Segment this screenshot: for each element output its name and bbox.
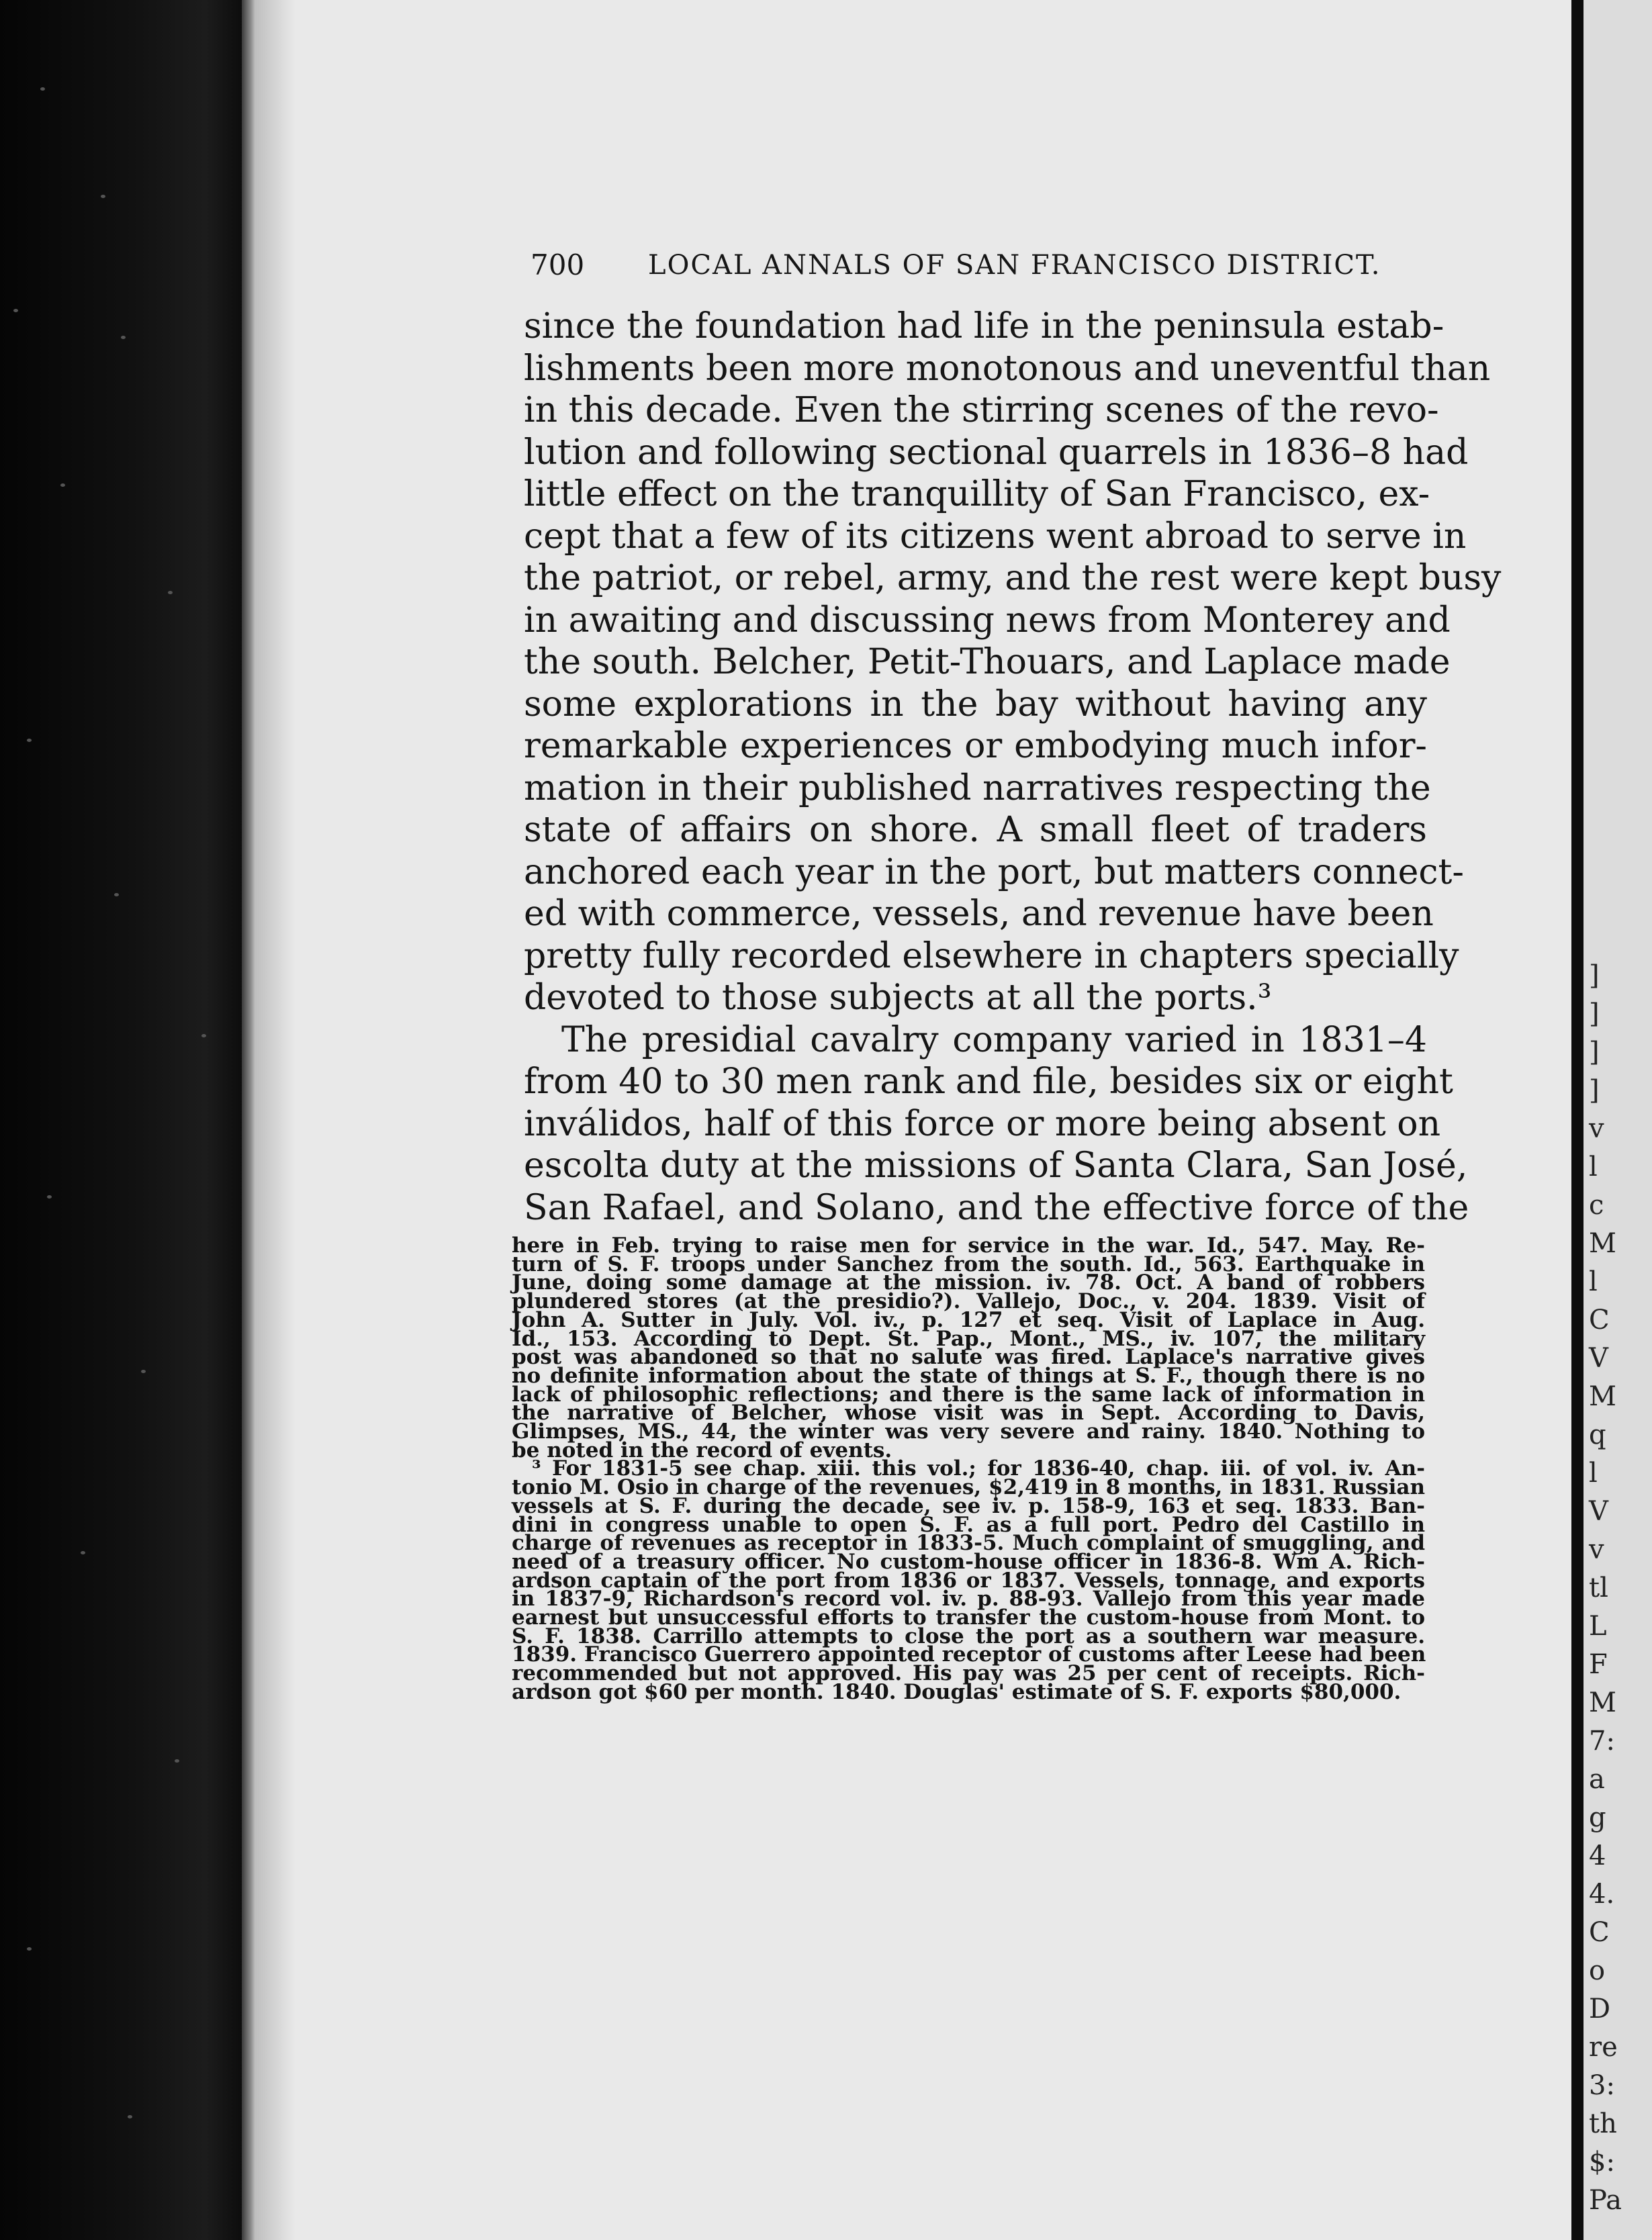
adjacent-page-fragment: C: [1589, 1305, 1610, 1336]
footnote-line: turn of S. F. troops under Sanchez from the south. Id., 563. Earthquake in: [512, 1252, 1425, 1276]
adjacent-page-fragment: v: [1589, 1113, 1604, 1144]
adjacent-page-strip: [1584, 0, 1652, 2240]
adjacent-page-fragment: ]: [1589, 960, 1600, 991]
scan-speck: [114, 893, 119, 896]
page-number: 700: [531, 248, 585, 281]
footnote-line: no definite information about the state of things at S. F., though there is no: [512, 1363, 1425, 1388]
body-line: remarkable experiences or embodying much infor-: [524, 726, 1427, 766]
footnote-line: ardson captain of the port from 1836 or 1837. Vessels, tonnage, and exports: [512, 1568, 1425, 1593]
body-line: in awaiting and discussing news from Monterey and: [524, 600, 1451, 641]
body-line: pretty fully recorded elsewhere in chapters specially: [524, 935, 1459, 976]
body-line: lishments been more monotonous and uneventful than: [524, 348, 1491, 389]
body-line: in this decade. Even the stirring scenes of the revo-: [524, 390, 1439, 430]
scan-speck: [13, 309, 18, 312]
scan-speck: [141, 1370, 146, 1373]
body-line: cept that a few of its citizens went abroad to serve in: [524, 516, 1467, 557]
adjacent-page-fragment: M: [1589, 1381, 1616, 1412]
body-line: little effect on the tranquillity of San Francisco, ex-: [524, 474, 1430, 514]
footnote-line: John A. Sutter in July. Vol. iv., p. 127 et seq. Visit of Laplace in Aug.: [512, 1307, 1425, 1332]
footnote-line: post was abandoned so that no salute was fired. Laplace's narrative gives: [512, 1345, 1425, 1370]
scan-speck: [40, 87, 45, 91]
adjacent-page-fragment: a: [1589, 1764, 1605, 1795]
page-header: [531, 242, 1381, 290]
adjacent-page-fragment: ]: [1589, 998, 1600, 1029]
adjacent-page-fragment: Pa: [1589, 2185, 1622, 2216]
body-line: since the foundation had life in the peninsula estab-: [524, 306, 1444, 346]
adjacent-page-fragment: l: [1589, 1458, 1598, 1489]
adjacent-page-fragment: C: [1589, 1917, 1610, 1948]
body-line: inválidos, half of this force or more being absent on: [524, 1103, 1441, 1144]
scan-speck: [47, 1195, 52, 1199]
footnote-line: plundered stores (at the presidio?). Vallejo, Doc., v. 204. 1839. Visit of: [512, 1289, 1425, 1314]
footnote-line: earnest but unsuccessful efforts to transfer the custom-house from Mont. to: [512, 1605, 1425, 1630]
adjacent-page-fragment: th: [1589, 2108, 1617, 2139]
footnote-line: be noted in the record of events.: [512, 1438, 892, 1462]
footnote-line: in 1837-9, Richardson's record vol. iv. p. 88-93. Vallejo from this year made: [512, 1587, 1425, 1612]
scan-speck: [121, 336, 126, 339]
adjacent-page-fragment: M: [1589, 1228, 1616, 1259]
footnote-line: tonio M. Osio in charge of the revenues, $2,419 in 8 months, in 1831. Russian: [512, 1475, 1425, 1500]
body-line: state of affairs on shore. A small fleet of traders: [524, 810, 1427, 850]
adjacent-page-fragment: g: [1589, 1802, 1606, 1833]
running-head: LOCAL ANNALS OF SAN FRANCISCO DISTRICT.: [648, 250, 1381, 281]
adjacent-page-fragment: o: [1589, 1955, 1606, 1986]
footnote-line: June, doing some damage at the mission. iv. 78. Oct. A band of robbers: [512, 1270, 1425, 1295]
adjacent-page-fragment: ]: [1589, 1037, 1600, 1068]
body-text: [524, 306, 1502, 1229]
footnote-line: S. F. 1838. Carrillo attempts to close the port as a southern war measure.: [512, 1624, 1425, 1648]
page-shadow: [255, 0, 295, 2240]
body-line: mation in their published narratives respecting the: [524, 767, 1431, 808]
adjacent-page-fragment: L: [1589, 1611, 1607, 1642]
adjacent-page-fragment: l: [1589, 1152, 1598, 1182]
scan-speck: [27, 739, 32, 742]
footnote-line: dini in congress unable to open S. F. as a full port. Pedro del Castillo in: [512, 1512, 1425, 1537]
adjacent-page-fragment: q: [1589, 1419, 1606, 1450]
adjacent-page-fragment: V: [1589, 1343, 1608, 1374]
adjacent-page-fragment: 4.: [1589, 1879, 1615, 1910]
adjacent-page-fragment: v: [1589, 1534, 1604, 1565]
scan-speck: [175, 1759, 179, 1763]
adjacent-page-fragment: M: [1589, 1687, 1616, 1718]
adjacent-page-fragment: 4: [1589, 1840, 1606, 1871]
adjacent-page-fragment: l: [1589, 1266, 1598, 1297]
body-line: the patriot, or rebel, army, and the rest were kept busy: [524, 558, 1502, 598]
footnote-line: here in Feb. trying to raise men for service in the war. Id., 547. May. Re-: [512, 1233, 1425, 1258]
footnotes: [512, 1233, 1426, 1704]
footnote-line: need of a treasury officer. No custom-house officer in 1836-8. Wm A. Rich-: [512, 1549, 1425, 1574]
footnote-line: lack of philosophic reflections; and there is the same lack of information in: [512, 1382, 1425, 1407]
body-line: escolta duty at the missions of Santa Clara, San José,: [524, 1146, 1468, 1186]
body-line: the south. Belcher, Petit-Thouars, and Laplace made: [524, 642, 1451, 682]
footnote-line: 1839. Francisco Guerrero appointed receptor of customs after Leese had been: [512, 1642, 1426, 1667]
body-line: from 40 to 30 men rank and file, besides six or eight: [524, 1062, 1453, 1102]
body-line: San Rafael, and Solano, and the effective force of the: [524, 1187, 1469, 1228]
footnote-line: the narrative of Belcher, whose visit was in Sept. According to Davis,: [512, 1401, 1425, 1426]
footnote-line: Glimpses, MS., 44, the winter was very severe and rainy. 1840. Nothing to: [512, 1419, 1425, 1444]
scan-speck: [128, 2115, 132, 2118]
footnote-line: vessels at S. F. during the decade, see iv. p. 158-9, 163 et seq. 1833. Ban-: [512, 1493, 1425, 1518]
body-line: some explorations in the bay without having any: [524, 684, 1427, 725]
page-edge: [242, 0, 257, 2240]
footnote-line: Id., 153. According to Dept. St. Pap., Mont., MS., iv. 107, the military: [512, 1326, 1425, 1351]
adjacent-page-fragment: tl: [1589, 1573, 1608, 1603]
adjacent-page-fragment: ]: [1589, 1075, 1600, 1106]
adjacent-page-fragment: 7:: [1589, 1726, 1615, 1757]
scan-speck: [81, 1551, 85, 1554]
adjacent-page-fragment: F: [1589, 1649, 1608, 1680]
adjacent-page-fragment: V: [1589, 1496, 1608, 1527]
page-gutter: [1571, 0, 1584, 2240]
footnote-line: ³ For 1831-5 see chap. xiii. this vol.; for 1836-40, chap. iii. of vol. iv. An-: [532, 1456, 1425, 1481]
scan-speck: [27, 1947, 32, 1951]
footnote-line: charge of revenues as receptor in 1833-5. Much complaint of smuggling, and: [512, 1531, 1425, 1556]
adjacent-page-fragment: 3:: [1589, 2070, 1615, 2101]
scan-speck: [60, 483, 65, 487]
scan-speck: [101, 195, 105, 198]
scan-speck: [168, 591, 173, 594]
body-line: ed with commerce, vessels, and revenue have been: [524, 894, 1434, 934]
adjacent-page-fragment: $:: [1589, 2147, 1615, 2178]
footnote-line: ardson got $60 per month. 1840. Douglas' estimate of S. F. exports $80,000.: [512, 1679, 1402, 1704]
scan-speck: [201, 1034, 206, 1037]
adjacent-page-fragment: c: [1589, 1190, 1604, 1221]
body-line: devoted to those subjects at all the ports.³: [524, 978, 1272, 1018]
body-line: anchored each year in the port, but matters connect-: [524, 851, 1464, 892]
footnote-line: recommended but not approved. His pay was 25 per cent of receipts. Rich-: [512, 1661, 1425, 1686]
body-line: The presidial cavalry company varied in 1831–4: [561, 1019, 1427, 1060]
adjacent-page-fragment: D: [1589, 1994, 1611, 2024]
body-line: lution and following sectional quarrels in 1836–8 had: [524, 432, 1469, 473]
adjacent-page-fragment: re: [1589, 2032, 1618, 2063]
